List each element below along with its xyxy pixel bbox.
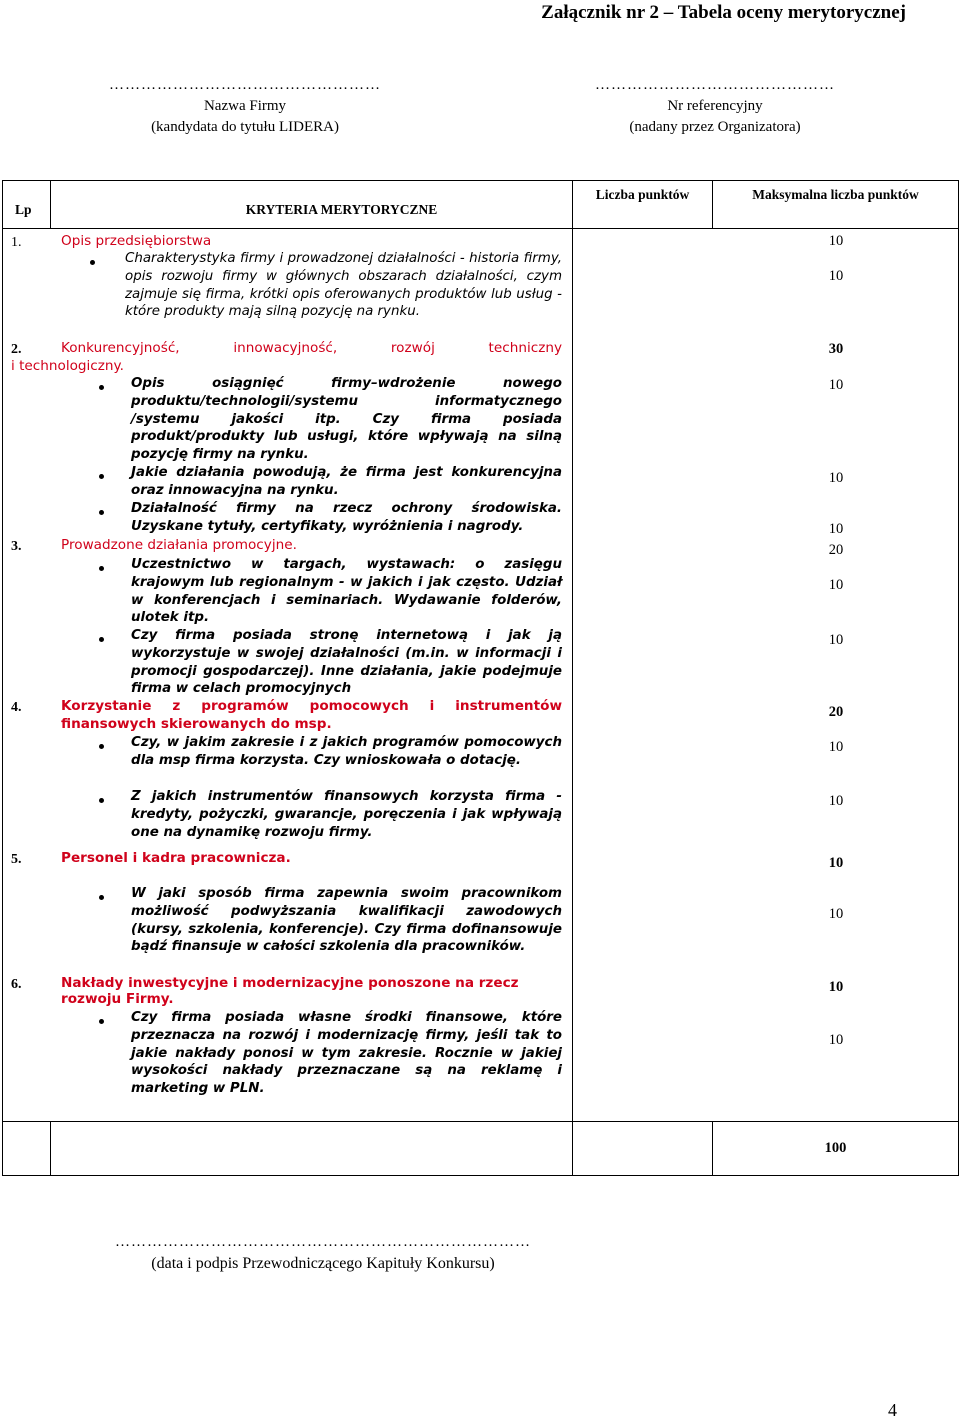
bullet-icon — [99, 385, 104, 390]
total-max-points: 100 — [713, 1122, 959, 1176]
section-3-title: Prowadzone działania promocyjne. — [61, 537, 297, 553]
document-title: Załącznik nr 2 – Tabela oceny merytorycznej — [541, 2, 906, 23]
section-4-title-line2: finansowych skierowanych do msp. — [61, 716, 332, 732]
section-1-max: 10 — [828, 233, 844, 249]
bullet-icon — [99, 637, 104, 642]
section-2-title-line2: i technologiczny. — [11, 358, 124, 374]
section-5-number: 5. — [11, 852, 22, 867]
section-2-max: 30 — [828, 341, 844, 357]
section-2-item-3-max: 10 — [828, 521, 844, 537]
bullet-icon — [99, 895, 104, 900]
company-name-sublabel: (kandydata do tytułu LIDERA) — [151, 119, 339, 135]
reference-number-dots: ……………………………………… — [595, 77, 835, 93]
points-cell — [573, 229, 959, 1122]
total-criteria-cell — [51, 1122, 573, 1176]
reference-number-block — [540, 75, 890, 138]
bullet-icon — [99, 1019, 104, 1024]
section-4-item-2: Z jakich instrumentów finansowych korzysta firma - kredyty, pożyczki, gwarancje, poręczenia i jak wpływają one na dynamikę rozwoju firmy. — [131, 789, 562, 840]
section-2-item-3: Działalność firmy na rzecz ochrony środowiska. Uzyskane tytuły, certyfikaty, wyróżnienia i nagrody. — [131, 501, 562, 534]
company-name-dots: …………………………………………… — [109, 77, 381, 93]
signature-dots: …………………………………………………………………… — [115, 1234, 531, 1250]
section-2-number: 2. — [11, 342, 22, 357]
section-5-max: 10 — [828, 855, 844, 871]
section-2-item-2: Jakie działania powodują, że firma jest konkurencyjna oraz innowacyjna na rynku. — [131, 465, 562, 498]
section-3-item-1-max: 10 — [828, 577, 844, 593]
section-4-title-line1: Korzystanie z programów pomocowych i instrumentów — [61, 698, 562, 714]
section-6-title: Nakłady inwestycyjne i modernizacyjne ponoszone na rzecz rozwoju Firmy. — [61, 975, 519, 1007]
section-5-item-1: W jaki sposób firma zapewnia swoim pracownikom możliwość podwyższania kwalifikacji zawodowych (kursy, szkolenia, konferencje). Czy firma dofinansowuje bądź finansuje w całości szkolenia dla pracowników. — [131, 886, 562, 955]
company-name-block — [70, 75, 420, 138]
table-header-row — [3, 181, 959, 229]
bullet-icon — [99, 744, 104, 749]
section-6-item-1: Czy firma posiada własne środki finansowe, które przeznacza na rozwój i modernizację firmy, jeśli tak to jakie nakłady ponosi w tym zakresie. Rocznie w jakiej wysokości nakłady przeznaczane są na reklamę i marketing w PLN. — [131, 1010, 562, 1097]
bullet-icon — [99, 566, 104, 571]
signature-caption: (data i podpis Przewodniczącego Kapituły Konkursu) — [151, 1255, 495, 1272]
section-4-item-1-max: 10 — [828, 739, 844, 755]
header-max-points: Maksymalna liczba punktów — [713, 181, 959, 229]
total-row — [3, 1122, 959, 1176]
page-number: 4 — [888, 1400, 897, 1420]
evaluation-table — [2, 180, 959, 1176]
section-3-item-1: Uczestnictwo w targach, wystawach: o zasięgu krajowym lub regionalnym - w jakich i jak często. Udział w konferencjach i seminariach. Wydawanie folderów, ulotek itp. — [131, 557, 562, 626]
bullet-icon — [99, 474, 104, 479]
header-lp: Lp — [3, 181, 51, 229]
section-4-item-1: Czy, w jakim zakresie i z jakich programów pomocowych dla msp firma korzysta. Czy wnioskowała o dotację. — [131, 735, 562, 768]
section-6-number: 6. — [11, 977, 22, 992]
section-3-max: 20 — [828, 542, 844, 558]
signature-block — [68, 1232, 578, 1274]
section-5-title: Personel i kadra pracownicza. — [61, 850, 291, 866]
reference-number-sublabel: (nadany przez Organizatora) — [629, 119, 801, 135]
section-2-item-1: Opis osiągnięć firmy–wdrożenie nowego produktu/technologii/systemu informatycznego /systemu jakości itp. Czy firma posiada produkt/produkty lub usługi, które wpływają na silną pozycję firmy na rynku. — [131, 376, 562, 463]
section-2-item-1-max: 10 — [828, 377, 844, 393]
bullet-icon — [99, 510, 104, 515]
bullet-icon — [90, 260, 95, 265]
section-4-item-2-max: 10 — [828, 793, 844, 809]
company-name-label: Nazwa Firmy — [203, 98, 287, 114]
total-points-cell — [573, 1122, 713, 1176]
section-6-max: 10 — [828, 979, 844, 995]
section-1-item-1-max: 10 — [828, 268, 844, 284]
criteria-cell — [3, 229, 573, 1122]
bullet-icon — [99, 798, 104, 803]
header-criteria: KRYTERIA MERYTORYCZNE — [51, 181, 573, 229]
section-3-item-2-max: 10 — [828, 632, 844, 648]
header-points: Liczba punktów — [573, 181, 713, 229]
table-body-row — [3, 229, 959, 1122]
section-6-item-1-max: 10 — [828, 1032, 844, 1048]
section-1-number: 1. — [11, 235, 22, 250]
section-4-number: 4. — [11, 700, 22, 715]
section-3-number: 3. — [11, 539, 22, 554]
section-1-item-1: Charakterystyka firmy i prowadzonej działalności - historia firmy, opis rozwoju firmy w głównych obszarach działalności, czym zajmuje się firma, krótki opis oferowanych produktów lub usług - które produkty mają silną pozycję na rynku. — [125, 251, 562, 320]
section-2-title-line1: Konkurencyjność, innowacyjność, rozwój techniczny — [61, 340, 562, 356]
total-lp-cell — [3, 1122, 51, 1176]
reference-number-label: Nr referencyjny — [667, 98, 763, 114]
section-1-title: Opis przedsiębiorstwa — [61, 233, 212, 249]
section-2-item-2-max: 10 — [828, 470, 844, 486]
section-3-item-2: Czy firma posiada stronę internetową i jak ją wykorzystuje w swojej działalności (m.in. w informacji i promocji gospodarczej). Inne działania, jakie podejmuje firma w celach promocyjnych — [131, 628, 562, 697]
section-4-max: 20 — [828, 704, 844, 720]
section-5-item-1-max: 10 — [828, 906, 844, 922]
